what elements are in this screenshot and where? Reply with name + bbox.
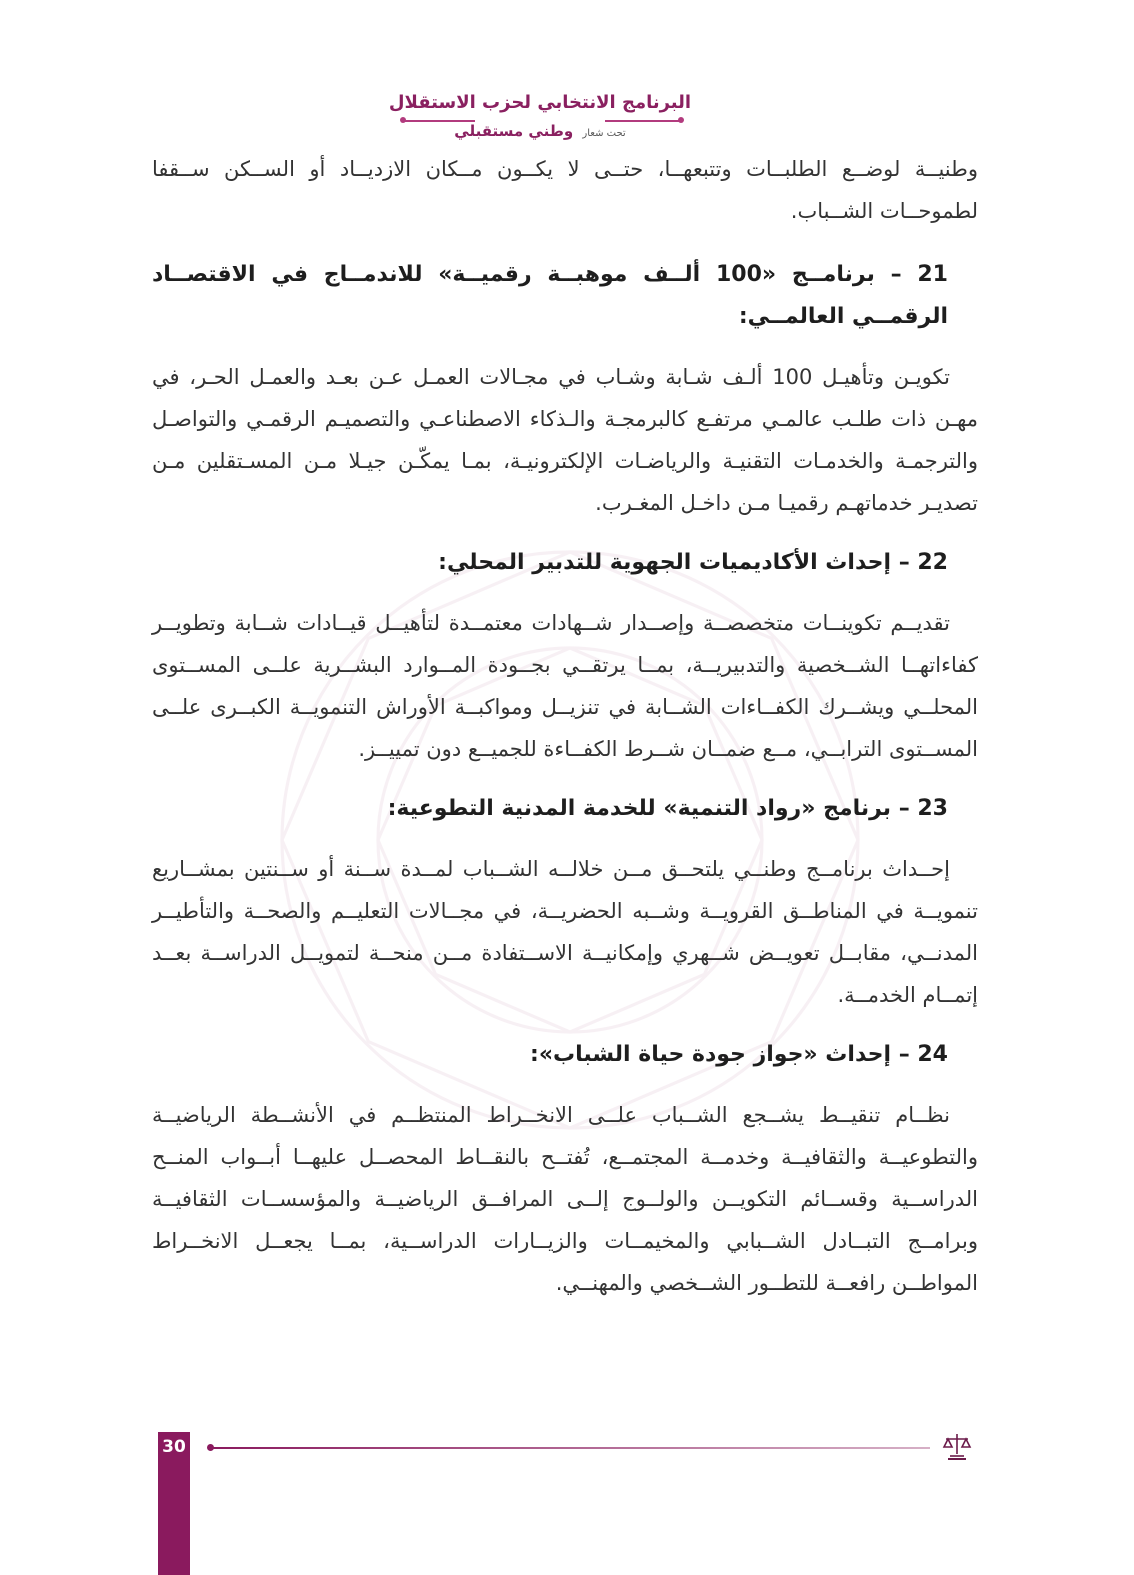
section-23-body: إحــداث برنامــج وطنــي يلتحــق مــن خلالــه الشــباب لمــدة ســنة أو ســنتين بمشــاريع تنمويــة في المناطــق القرويــة وشــبه الحضريــة، في مجــالات التعليــم والصحــة والتأطيــر المدنــي، مقابــل تعويــض شــهري وإمكانيــة الاســتفادة مــن منحــة لتمويــل الدراســة بعــد إتمــام الخدمــة. xyxy=(152,857,978,1007)
section-24-body: نظــام تنقيــط يشــجع الشــباب علــى الانخــراط المنتظــم في الأنشــطة الرياضيــة والتطوعيــة والثقافيــة وخدمــة المجتمــع، تُفتــح بالنقــاط المحصــل عليهــا أبــواب المنــح الدراســية وقســائم التكويــن والولــوج إلــى المرافــق الرياضيــة والمؤسســات الثقافيــة وبرامــج التبــادل الشــبابي والمخيمــات والزيــارات الدراســية، بمــا يجعــل الانخــراط المواطــن رافعــة للتطــور الشــخصي والمهنــي. xyxy=(152,1103,978,1295)
section-21-body: تكويـن وتأهيـل 100 ألـف شـابة وشـاب في مجـالات العمـل عـن بعـد والعمـل الحـر، في مهـن ذات طلـب عالمـي مرتفـع كالبرمجـة والـذكاء الاصطناعـي والتصميـم الرقمـي والتواصـل والترجمـة والخدمـات التقنيـة والرياضـات الإلكترونيـة، بمـا يمكّـن جيـلا مـن المسـتقلين مـن تصديـر خدماتهـم رقميـا مـن داخـل المغـرب. xyxy=(152,365,978,515)
header-slogan-text: وطني مستقبلي xyxy=(454,122,574,140)
section-21-title: 21 – برنامــج «100 ألــف موهبــة رقميــة» للاندمــاج في الاقتصــاد الرقمــي العالمــي: xyxy=(152,262,948,329)
intro-paragraph: وطنيــة لوضــع الطلبــات وتتبعهــا، حتــى لا يكــون مــكان الازديــاد أو الســكن ســقفا لطموحــات الشــباب. xyxy=(152,157,978,223)
section-24-title: 24 – إحداث «جواز جودة حياة الشباب»: xyxy=(530,1042,948,1067)
header-slogan-prefix: تحت شعار xyxy=(582,128,626,139)
footer-line xyxy=(210,1447,930,1449)
section-22-body: تقديــم تكوينــات متخصصــة وإصــدار شــهادات معتمــدة لتأهيــل قيــادات شــابة وتطويــر كفاءاتهــا الشــخصية والتدبيريــة، بمــا يرتقــي بجــودة المــوارد البشــرية علــى المســتوى المحلــي ويشــرك الكفــاءات الشــابة في تنزيــل ومواكبــة الأوراش التنمويــة الكبــرى علــى المســتوى الترابــي، مــع ضمــان شــرط الكفــاءة للجميــع دون تمييــز. xyxy=(152,611,978,761)
header-title: البرنامج الانتخابي لحزب الاستقلال xyxy=(388,92,692,113)
section-22-title: 22 – إحداث الأكاديميات الجهوية للتدبير المحلي: xyxy=(438,550,948,575)
page-number: 30 xyxy=(162,1437,186,1457)
page-content xyxy=(152,148,978,1304)
section-23-title: 23 – برنامج «رواد التنمية» للخدمة المدنية التطوعية: xyxy=(387,796,948,821)
scales-icon xyxy=(940,1430,974,1464)
page-header xyxy=(300,92,780,142)
header-slogan xyxy=(300,122,780,140)
